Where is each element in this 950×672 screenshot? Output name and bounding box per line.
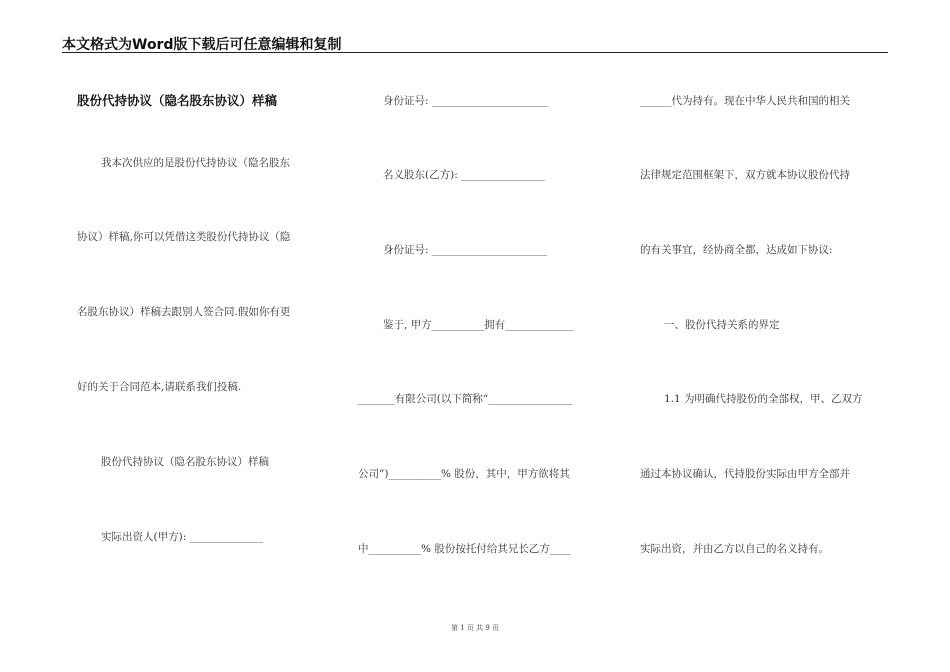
page-number: 第 1 页 共 9 页 (450, 624, 500, 632)
intro-line-3: 名股东协议）样稿去跟别人签合同.假如你有更 (77, 306, 291, 318)
intro-line-4: 好的关于合同范本,请联系我们投稿. (77, 381, 242, 393)
clause-1-1-line-1: 1.1 为明确代持股份的全部权，甲、乙双方 (664, 393, 863, 405)
document-title: 股份代持协议（隐名股东协议）样稿 (77, 93, 278, 108)
document-header-title: 本文格式为Word版下载后可任意编辑和复制 (62, 37, 342, 53)
section-heading-1: 一、股份代持关系的界定 (664, 319, 780, 331)
intro-line-2: 协议）样稿,你可以凭借这类股份代持协议（隐 (77, 231, 291, 243)
agreement-subtitle: 股份代持协议（隐名股东协议）样稿 (101, 456, 269, 468)
party-a-id-field: 身份证号: ______________________ (383, 95, 548, 107)
body-line-1: ______代为持有。现在中华人民共和国的相关 (640, 95, 850, 107)
whereas-line-4: 中__________% 股份按托付给其兄长乙方____ (358, 543, 571, 555)
body-line-3: 的有关事宜，经协商全都，达成如下协议: (640, 244, 833, 256)
clause-1-1-line-3: 实际出资，并由乙方以自己的名义持有。 (640, 543, 829, 555)
intro-line-1: 我本次供应的是股份代持协议（隐名股东 (101, 157, 290, 169)
party-b-id-field: 身份证号: ______________________ (383, 244, 548, 256)
header-divider (62, 52, 888, 53)
party-b-field: 名义股东(乙方): ________________ (383, 169, 546, 181)
body-line-2: 法律规定范围框架下，双方就本协议股份代持 (640, 169, 850, 181)
whereas-line-2: _______有限公司(以下简称“________________ (358, 393, 573, 405)
whereas-line-3: 公司”)__________% 股份，其中，甲方欲将其 (358, 468, 570, 480)
party-a-field: 实际出资人(甲方): ______________ (101, 531, 264, 543)
clause-1-1-line-2: 通过本协议确认，代持股份实际由甲方全部并 (640, 468, 850, 480)
whereas-line-1: 鉴于, 甲方__________拥有_____________ (383, 319, 574, 331)
